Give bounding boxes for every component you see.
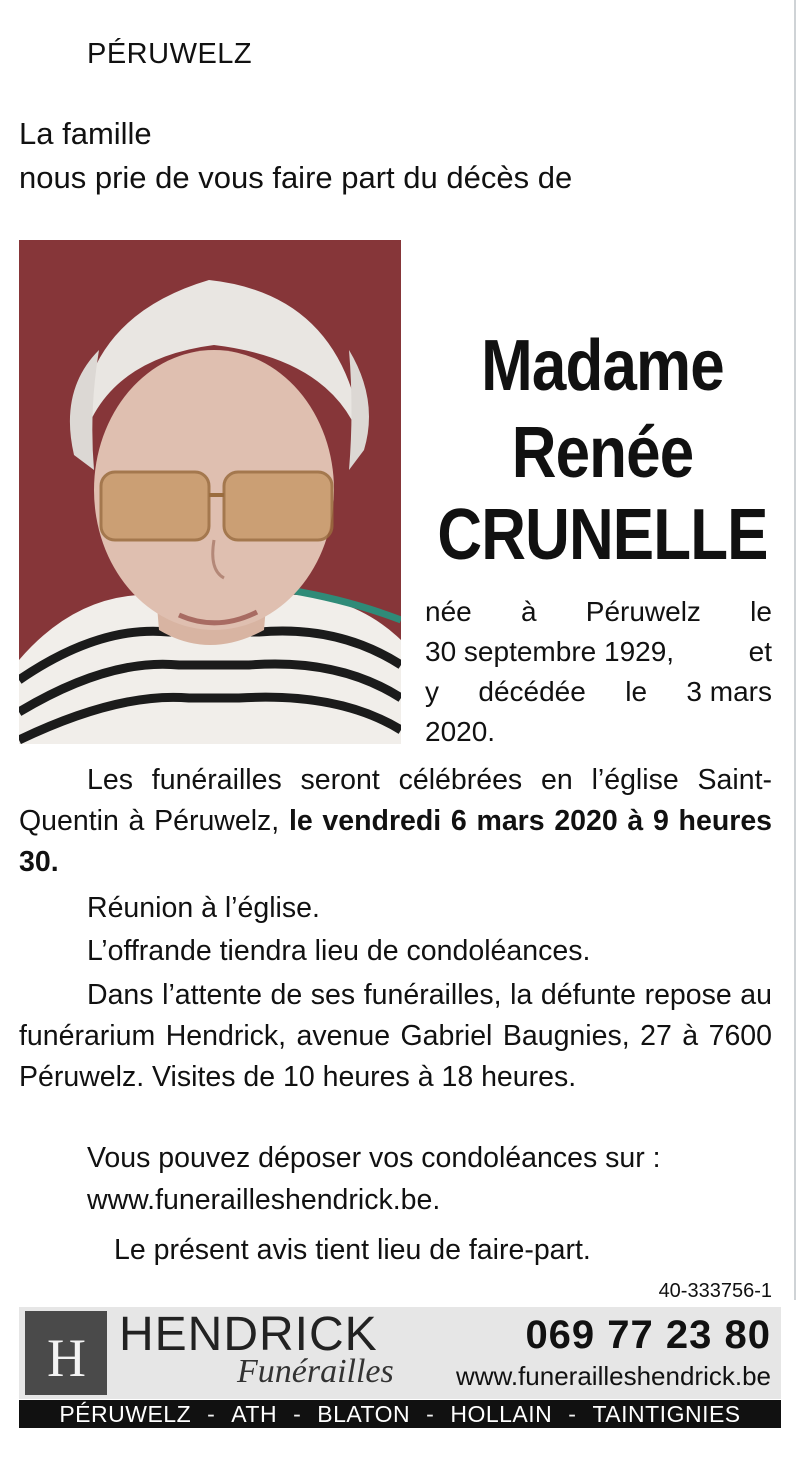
deceased-last-name: CRUNELLE	[437, 495, 768, 575]
brand-name: HENDRICK	[119, 1308, 378, 1361]
city-blaton: BLATON	[317, 1401, 411, 1427]
city-hollain: HOLLAIN	[450, 1401, 553, 1427]
portrait-illustration	[19, 240, 401, 744]
logo-h-icon: H	[47, 1328, 86, 1388]
deceased-first-name: Renée	[511, 413, 694, 493]
deceased-title: Madame	[481, 326, 724, 406]
rest-paragraph: Dans l’attente de ses funérailles, la défunte repose au funérarium Hendrick, avenue Gabriel Baugnies, 27 à 7600 Péruwelz. Visites de 10 heures à 18 heures.	[19, 979, 772, 1093]
town-heading: PÉRUWELZ	[87, 38, 253, 70]
city-peruwelz: PÉRUWELZ	[59, 1401, 192, 1427]
funeral-date: le vendredi 6 mars 2020 à 9 heures 30.	[19, 805, 773, 878]
funeral-home-logo	[25, 1311, 107, 1395]
funeral-home-banner	[19, 1307, 781, 1399]
brand-subtitle: Funérailles	[237, 1353, 394, 1390]
city-separator: -	[426, 1401, 435, 1427]
city-separator: -	[293, 1401, 302, 1427]
notice-line: Le présent avis tient lieu de faire-part.	[114, 1234, 591, 1266]
birth-death-details	[425, 592, 772, 752]
right-border	[794, 0, 796, 1300]
website-link[interactable]: www.funerailleshendrick.be	[455, 1361, 771, 1391]
city-separator: -	[207, 1401, 216, 1427]
city-ath: ATH	[231, 1401, 278, 1427]
reference-number: 40-333756-1	[658, 1280, 772, 1302]
cities-bar	[19, 1400, 781, 1428]
intro-line-2: nous prie de vous faire part du décès de	[19, 160, 573, 195]
birth-line-3: y décédée le 3 mars	[425, 676, 772, 707]
condolences-line: Vous pouvez déposer vos condoléances sur :	[87, 1142, 661, 1174]
city-separator: -	[568, 1401, 577, 1427]
funeral-paragraph: Les funérailles seront célébrées en l’église Saint-Quentin à Péruwelz, le vendredi 6 mars 2020 à 9 heures 30.	[19, 764, 773, 878]
portrait-photo	[19, 240, 401, 744]
birth-line-1: née à Péruwelz le	[425, 596, 772, 627]
phone-number[interactable]: 069 77 23 80	[525, 1313, 771, 1357]
offering-line: L’offrande tiendra lieu de condoléances.	[87, 935, 591, 967]
meeting-line: Réunion à l’église.	[87, 892, 320, 924]
birth-line-2: 30 septembre 1929, et	[425, 636, 772, 667]
condolences-url[interactable]: www.funerailleshendrick.be.	[87, 1184, 441, 1216]
birth-line-4: 2020.	[425, 716, 496, 747]
intro-line-1: La famille	[19, 116, 152, 151]
city-taintignies: TAINTIGNIES	[592, 1401, 741, 1427]
